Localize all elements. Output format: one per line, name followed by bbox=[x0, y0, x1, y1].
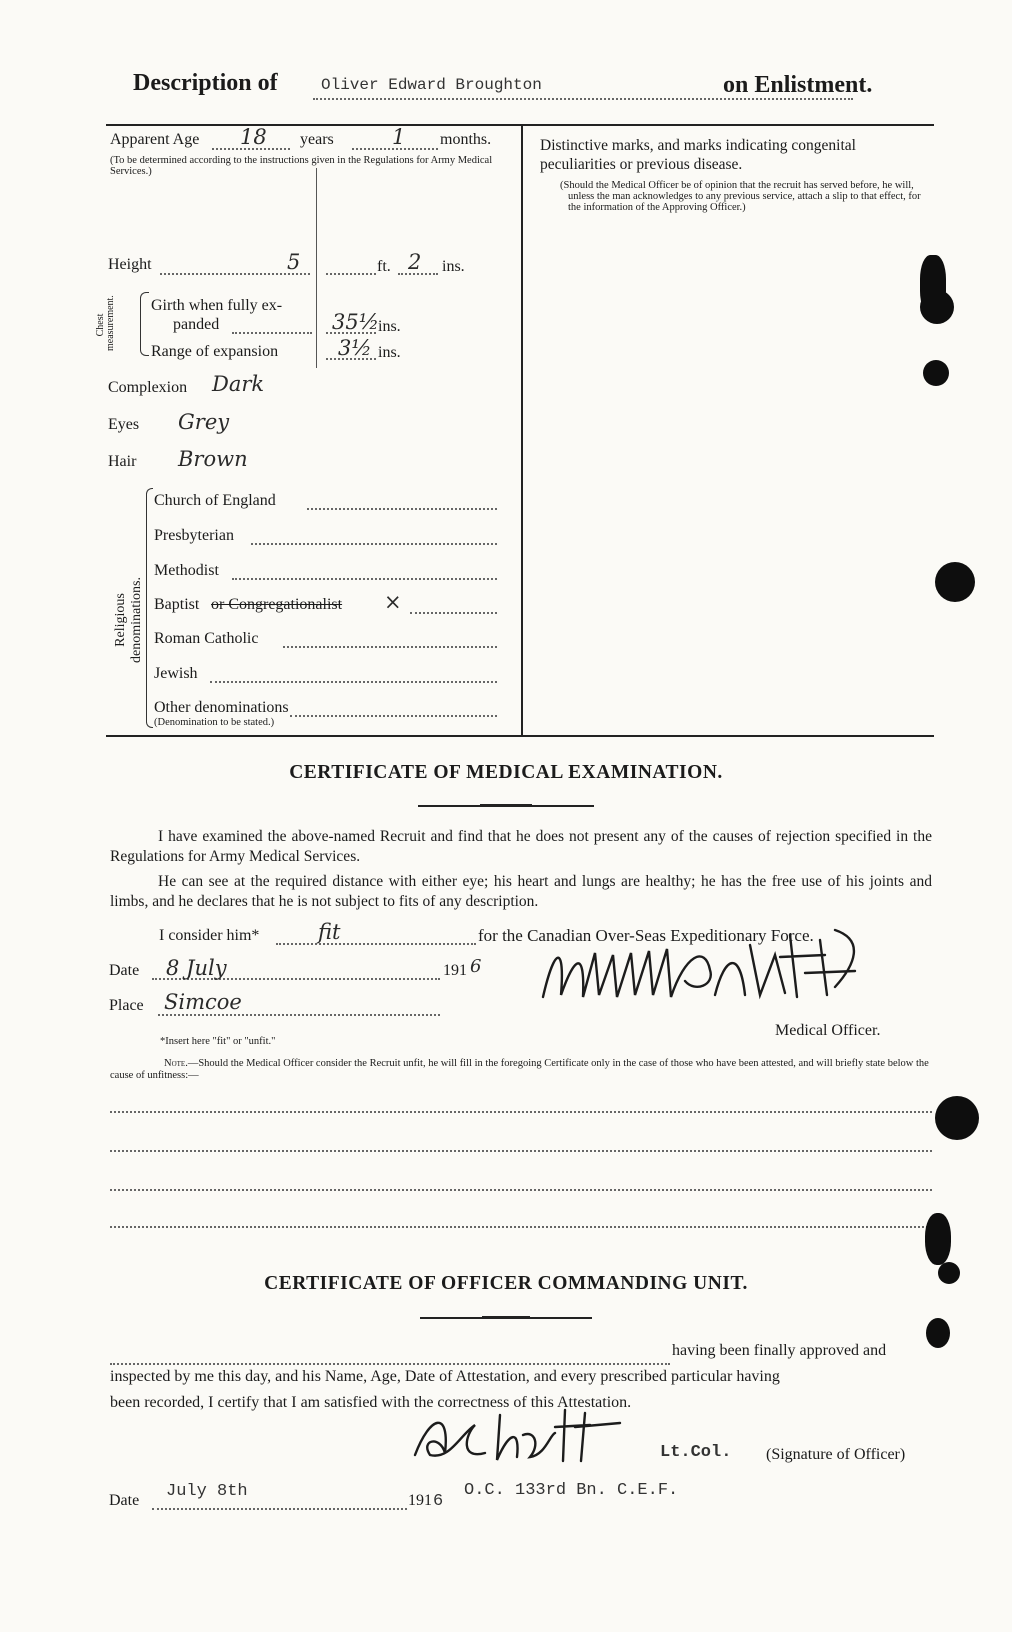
complexion-label: Complexion bbox=[108, 379, 188, 396]
baptist-mark: × bbox=[384, 590, 402, 614]
distinctive-marks-heading: Distinctive marks, and marks indicating congenital peculiarities or previous disease. bbox=[540, 137, 856, 173]
title-prefix: Description of bbox=[133, 70, 278, 96]
recruit-name: Oliver Edward Broughton bbox=[321, 76, 542, 94]
expansion-label: Range of expansion bbox=[151, 343, 279, 360]
punch-hole-4 bbox=[935, 562, 975, 602]
medical-place-value: Simcoe bbox=[164, 990, 242, 1014]
unfitness-line-4 bbox=[110, 1226, 932, 1228]
approved-line-3: been recorded, I certify that I am satisfied with the correctness of this Attestation. bbox=[110, 1394, 632, 1411]
height-label: Height bbox=[108, 256, 152, 273]
age-note: (To be determined according to the instructions given in the Regulations for Army Medical Services.) bbox=[110, 155, 493, 177]
height-in-value: 2 bbox=[408, 250, 422, 274]
punch-hole-8 bbox=[926, 1318, 950, 1348]
fitness-value: fit bbox=[318, 920, 341, 944]
religion-church-of-england: Church of England bbox=[154, 492, 276, 509]
unfitness-line-1 bbox=[110, 1111, 932, 1113]
chest-measurement-label: Chest measurement. bbox=[95, 295, 116, 351]
religion-baptist: Baptist bbox=[154, 596, 200, 613]
hair-label: Hair bbox=[108, 453, 137, 470]
unfit-note-label: Note. bbox=[164, 1058, 188, 1069]
medical-date-label: Date bbox=[109, 962, 140, 979]
force-label: for the Canadian Over-Seas Expeditionary Force. bbox=[478, 926, 814, 945]
punch-hole-5 bbox=[935, 1096, 979, 1140]
commanding-officer-signature bbox=[405, 1405, 645, 1475]
height-ft-value: 5 bbox=[287, 250, 301, 274]
girth-value: 35½ bbox=[332, 310, 380, 334]
medical-officer-label: Medical Officer. bbox=[775, 1022, 881, 1039]
religion-presbyterian: Presbyterian bbox=[154, 527, 234, 544]
medical-officer-signature bbox=[535, 925, 880, 1025]
religion-other: Other denominations bbox=[154, 699, 289, 716]
commanding-date-value: July 8th bbox=[166, 1482, 248, 1501]
insert-note: *Insert here "fit" or "unfit." bbox=[160, 1036, 276, 1047]
eyes-label: Eyes bbox=[108, 416, 140, 433]
unfitness-line-3 bbox=[110, 1189, 932, 1191]
distinctive-marks-note: (Should the Medical Officer be of opinion that the recruit has served before, he will, unless the man acknowledges to any previous service, attach a slip to that effect, for the information of the Approving Officer.) bbox=[560, 180, 921, 213]
approved-line-2: inspected by me this day, and his Name, Age, Date of Attestation, and every prescribed particular having bbox=[110, 1368, 780, 1385]
medical-place-label: Place bbox=[109, 997, 144, 1014]
eyes-value: Grey bbox=[178, 410, 230, 434]
approved-line-1: having been finally approved and bbox=[672, 1342, 887, 1359]
religion-jewish: Jewish bbox=[154, 665, 198, 682]
unfitness-line-2 bbox=[110, 1150, 932, 1152]
punch-hole-3 bbox=[923, 360, 949, 386]
officer-rank: Lt.Col. bbox=[660, 1443, 732, 1462]
religious-denominations-label: Religious denominations. bbox=[113, 577, 144, 663]
page-title bbox=[133, 70, 913, 106]
medical-certificate-heading: CERTIFICATE OF MEDICAL EXAMINATION. bbox=[289, 762, 723, 783]
unit-stamp: O.C. 133rd Bn. C.E.F. bbox=[464, 1481, 679, 1500]
hair-value: Brown bbox=[178, 447, 248, 471]
medical-paragraph-2: He can see at the required distance with either eye; his heart and lungs are healthy; he has the free use of his joints and limbs, and he declares that he is not subject to fits of any description. bbox=[110, 873, 932, 910]
officer-signature-label: (Signature of Officer) bbox=[766, 1446, 906, 1463]
punch-hole-6 bbox=[925, 1213, 951, 1265]
religion-congregationalist-struck: or Congregationalist bbox=[211, 596, 343, 613]
punch-hole-7 bbox=[938, 1262, 960, 1284]
age-years-value: 18 bbox=[240, 125, 267, 149]
religion-roman-catholic: Roman Catholic bbox=[154, 630, 259, 647]
commanding-certificate-heading: CERTIFICATE OF OFFICER COMMANDING UNIT. bbox=[264, 1273, 748, 1294]
commanding-year-suffix: 6 bbox=[433, 1492, 444, 1511]
girth-label: Girth when fully ex- bbox=[151, 297, 283, 314]
apparent-age-label: Apparent Age bbox=[110, 131, 200, 148]
unfit-note bbox=[110, 1058, 932, 1082]
religion-methodist: Methodist bbox=[154, 562, 219, 579]
age-months-value: 1 bbox=[392, 125, 406, 149]
medical-paragraph-1: I have examined the above-named Recruit and find that he does not present any of the causes of rejection specified in the Regulations for Army Medical Services. bbox=[110, 828, 932, 865]
unfit-note-text: —Should the Medical Officer consider the Recruit unfit, he will fill in the foregoing Certificate only in the case of those who have been attested, and will briefly state below the cause of unfitness:— bbox=[110, 1058, 929, 1081]
commanding-date-label: Date bbox=[109, 1492, 140, 1509]
consider-label: I consider him* bbox=[159, 927, 260, 944]
religion-other-note: (Denomination to be stated.) bbox=[154, 717, 275, 728]
punch-hole-2 bbox=[920, 255, 946, 315]
medical-year-suffix: 6 bbox=[470, 956, 482, 977]
medical-date-value: 8 July bbox=[166, 956, 227, 980]
title-suffix: on Enlistment. bbox=[723, 72, 873, 98]
complexion-value: Dark bbox=[212, 372, 265, 396]
expansion-value: 3½ bbox=[338, 336, 372, 360]
